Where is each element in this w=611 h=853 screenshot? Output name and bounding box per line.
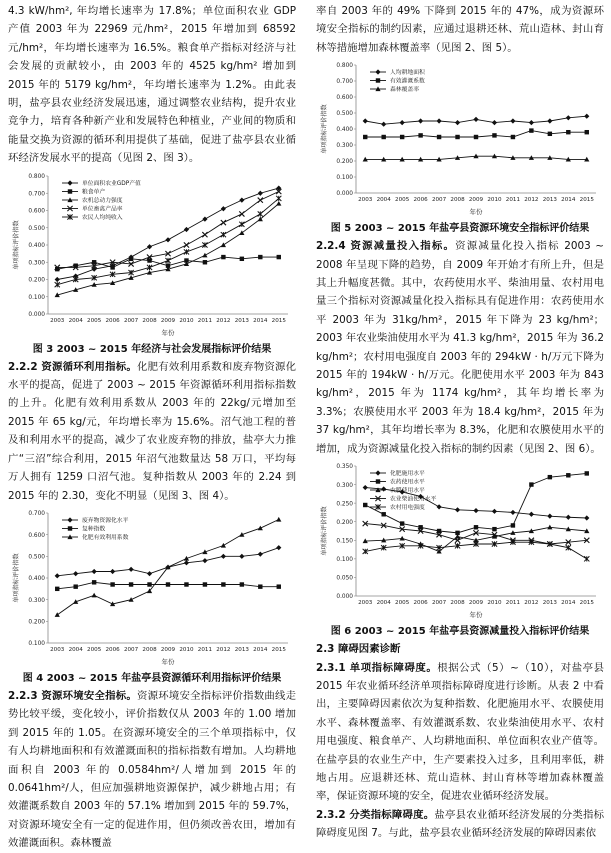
data-point — [202, 252, 207, 257]
x-tick-label: 2003 — [50, 646, 65, 653]
x-tick-label: 2004 — [376, 600, 391, 607]
y-tick-label: 0.700 — [336, 79, 353, 86]
data-point — [221, 582, 225, 586]
data-point — [584, 515, 589, 520]
left-column — [8, 0, 296, 853]
data-point — [418, 133, 422, 137]
paragraph-intro: 4.3 kW/hm², 年均增长速率为 17.8%；单位面积农业 GDP 产值 2003 年为 22969 元/hm²，2015 年增加到 68592 元/hm²，年均增长速率为 16.5%。粮食单产指标对经济与社会发展的贡献较小，由 2003 年的 4525 kg/hm² 增加到 2015 年的 5179 kg/hm²，年均增长速率为 1.2%。由此表明，盐亭县农业经济发展迅速，通过调整农业结构，提升农业竞争力，培育各种新产业和发展特色种植业，产业间的物质和能量交换为资源的循环利用提供了基础，促进了盐亭县农业循环经济发展水平的提高（见图 2、图 3）。 — [8, 5, 296, 165]
x-axis-label: 年份 — [161, 328, 175, 337]
data-point — [258, 255, 262, 259]
x-tick-label: 2015 — [579, 600, 594, 607]
data-point — [55, 277, 60, 282]
y-tick-label: 0.100 — [336, 557, 353, 564]
data-point — [276, 517, 281, 522]
data-point — [547, 119, 552, 124]
x-tick-label: 2003 — [358, 197, 373, 204]
data-point — [221, 255, 225, 259]
data-point — [492, 120, 497, 125]
figure-4-caption: 图 4 2003 ~ 2015 年盐亭县资源循环利用指标评价结果 — [22, 672, 282, 684]
y-tick-label: 0.500 — [28, 225, 45, 232]
data-point — [529, 129, 533, 133]
y-tick-label: 0.200 — [28, 619, 45, 626]
data-point — [529, 120, 534, 125]
y-tick-label: 0.200 — [28, 277, 45, 284]
x-tick-label: 2007 — [431, 197, 447, 204]
series-line — [57, 548, 279, 576]
y-tick-label: 0.200 — [336, 159, 353, 166]
legend-label: 复种指数 — [82, 526, 106, 533]
data-point — [184, 227, 189, 232]
data-point — [566, 115, 571, 120]
data-point — [511, 135, 515, 139]
x-tick-label: 2008 — [450, 600, 465, 607]
x-tick-label: 2006 — [105, 317, 120, 324]
data-point — [492, 133, 496, 137]
paragraph-2-2-4-body: 资源减量化投入指标 2003 ~ 2008 年呈现下降的趋势，自 2009 年开始才有所上升，但是其上升幅度甚微。其中，农药使用水平、柴油用量、农村用电量三个指标对资源减量化投入指标具有促进作用：农药使用水平 2003 年为 31kg/hm²，2015 年下降为 23 kg/hm²；2003 年农业柴油使用水平为 41.3 kg/hm²，2015 年为 36.2 kg/hm²；农村用电强度自 2003 年的 294kW · h/万元下降为 2015 年的 194kW · h/万元。化肥使用水平 2003 年为 843 kg/hm²，2015 年为 1174 kg/hm²，其年均增长率为 3.3%；农膜使用水平 2003 年为 18.4 kg/hm²，2015 年为 37 kg/hm²，其年均增长率为 8.3%，化肥和农膜使用水平的增加，成为资源减量化投入指标的制约因素（见图 2、图 6）。 — [316, 240, 604, 455]
legend-marker — [375, 470, 380, 475]
data-point — [92, 593, 97, 598]
x-tick-label: 2009 — [468, 197, 484, 204]
data-point — [166, 582, 170, 586]
y-tick-label: 0.000 — [28, 311, 45, 318]
x-tick-label: 2015 — [579, 197, 594, 204]
paragraph-2-3-2-body: 盐亭县农业循环经济发展的分类指标障碍度见图 7。与此，盐亭县农业循环经济发展的障碍因素依 — [316, 808, 604, 840]
x-tick-label: 2012 — [216, 646, 231, 653]
data-point — [55, 612, 60, 617]
data-point — [548, 475, 552, 479]
y-tick-label: 0.300 — [28, 597, 45, 604]
data-point — [474, 135, 478, 139]
data-point — [547, 514, 552, 519]
data-point — [165, 258, 170, 263]
y-tick-label: 0.200 — [336, 520, 353, 527]
x-axis-label: 年份 — [469, 208, 483, 217]
paragraph-2-3-1-body: 根据公式（5）~（10），对盐亭县 2015 年农业循环经济单项指标障碍度进行诊断。从表 2 中看出，主要障碍因素依次为复种指数、化肥施用水平、农膜使用水平、森林覆盖率、有效灌溉系数、农业柴油使用水平、农村用电强度、粮食单产、人均耕地面积、单位面积农业产值等。在盐亭县的农业生产中，生产要素投入过多，且利用率低，耕地占用。应退耕还林、荒山造林、封山育林等增加森林覆盖率，保证资源环境的安全，促进农业循环经济发展。 — [316, 661, 604, 803]
data-point — [363, 485, 368, 490]
data-point — [110, 569, 115, 574]
heading-2-3-2: 2.3.2 分类指标障碍度。 — [316, 808, 435, 821]
x-tick-label: 2014 — [253, 317, 268, 324]
x-tick-label: 2014 — [561, 600, 576, 607]
data-point — [418, 119, 423, 124]
data-point — [73, 584, 77, 588]
data-point — [585, 130, 589, 134]
y-tick-label: 0.500 — [336, 111, 353, 118]
y-axis-label: 单项指标评价指数 — [321, 506, 328, 556]
paragraph-2-2-3 — [8, 687, 296, 853]
data-point — [455, 120, 460, 125]
data-point — [239, 221, 244, 226]
data-point — [221, 232, 226, 237]
y-tick-label: 0.250 — [336, 501, 353, 508]
data-point — [202, 242, 207, 247]
data-point — [381, 512, 385, 516]
data-point — [240, 582, 244, 586]
x-tick-label: 2007 — [123, 317, 139, 324]
heading-2-2-4: 2.2.4 资源减量投入指标。 — [316, 240, 456, 253]
data-point — [511, 523, 515, 527]
data-point — [363, 503, 367, 507]
data-point — [400, 135, 404, 139]
y-tick-label: 0.100 — [336, 175, 353, 182]
data-point — [363, 119, 368, 124]
data-point — [55, 587, 59, 591]
data-point — [492, 509, 497, 514]
data-point — [510, 119, 515, 124]
data-point — [381, 122, 386, 127]
x-tick-label: 2010 — [179, 646, 194, 653]
legend-marker — [67, 180, 72, 185]
legend-marker — [68, 189, 72, 193]
data-point — [566, 130, 570, 134]
data-point — [529, 482, 533, 486]
x-tick-label: 2008 — [142, 317, 157, 324]
paragraph-2-3-1 — [316, 659, 604, 806]
data-point — [202, 232, 207, 237]
data-point — [529, 512, 534, 517]
y-axis-label: 单项指标评价指数 — [13, 219, 20, 270]
legend-marker — [375, 70, 380, 75]
legend-marker — [68, 526, 72, 530]
x-tick-label: 2005 — [395, 197, 410, 204]
data-point — [165, 237, 170, 242]
data-point — [147, 244, 152, 249]
data-point — [381, 135, 385, 139]
data-point — [147, 571, 152, 576]
data-point — [400, 521, 404, 525]
data-point — [184, 242, 189, 247]
figure-3-chart — [8, 170, 296, 338]
y-axis-label: 单项指标评价指数 — [13, 553, 20, 603]
data-point — [473, 117, 478, 122]
x-tick-label: 2004 — [68, 646, 83, 653]
data-point — [129, 256, 133, 260]
x-tick-label: 2010 — [487, 197, 502, 204]
data-point — [258, 190, 263, 195]
x-tick-label: 2006 — [413, 197, 428, 204]
x-tick-label: 2013 — [234, 317, 249, 324]
x-tick-label: 2012 — [524, 197, 539, 204]
y-tick-label: 0.050 — [336, 575, 353, 582]
data-point — [221, 206, 226, 211]
data-point — [239, 211, 244, 216]
x-tick-label: 2012 — [524, 600, 539, 607]
paragraph-2-2-4 — [316, 237, 604, 458]
figure-5 — [316, 59, 604, 221]
y-tick-label: 0.100 — [28, 294, 45, 301]
data-point — [110, 582, 114, 586]
data-point — [221, 543, 226, 548]
legend-marker — [376, 79, 380, 83]
data-point — [436, 119, 441, 124]
figure-6 — [316, 460, 604, 624]
x-tick-label: 2010 — [179, 317, 194, 324]
data-point — [381, 487, 386, 492]
x-tick-label: 2009 — [160, 317, 176, 324]
paragraph-2-2-2-body: 化肥有效利用系数和废弃物资源化水平的提高，促进了 2003 ~ 2015 年资源循环利用指标指数的上升。化肥有效利用系数从 2003 年的 22kg/元增加至 2015 年 65 kg/元，年均增长率为 15.6%。沼气池工程的普及和利用水平的提高，减少了农业废弃物的排放，盐亭大力推广“三沼”综合利用，2015 年沼气池数量达 58 万口，平均每万人拥有 1259 口沼气池。复种指数从 2003 年的 2.24 到 2015 年的 2.30，变化不明显（见图 3、图 4）。 — [8, 360, 297, 502]
figure-6-caption: 图 6 2003 ~ 2015 年盐亭县资源减量投入指标评价结果 — [330, 626, 590, 638]
x-tick-label: 2014 — [253, 646, 268, 653]
figure-4-chart — [8, 507, 296, 667]
x-tick-label: 2015 — [271, 646, 286, 653]
legend-label: 农业柴油使用水平 — [390, 496, 437, 503]
figure-5-chart — [316, 59, 604, 217]
data-point — [184, 560, 189, 565]
data-point — [566, 515, 571, 520]
paragraph-top-right: 率自 2003 年的 49% 下降到 2015 年的 47%，成为资源环境安全指标的制约因素，应通过退耕还林、荒山造林、封山育林等措施增加森林覆盖率（见图 2、图 5）。 — [316, 5, 604, 54]
legend-marker — [376, 479, 380, 483]
y-tick-label: 0.800 — [336, 63, 353, 70]
legend-label: 废弃物资源化水平 — [82, 518, 129, 525]
data-point — [474, 525, 478, 529]
data-point — [437, 135, 441, 139]
y-tick-label: 0.400 — [336, 127, 353, 134]
x-tick-label: 2011 — [505, 197, 521, 204]
legend-label: 农村用电强度 — [390, 505, 425, 512]
legend-label: 化肥施用水平 — [390, 471, 425, 478]
x-tick-label: 2011 — [505, 600, 521, 607]
legend-label: 化肥有效利用系数 — [82, 535, 129, 542]
x-axis-label: 年份 — [161, 657, 175, 666]
y-tick-label: 0.300 — [336, 143, 353, 150]
data-point — [276, 545, 281, 550]
y-tick-label: 0.800 — [28, 173, 45, 180]
data-point — [436, 504, 441, 509]
legend-label: 单位面积农业GDP产值 — [82, 180, 141, 187]
y-tick-label: 0.600 — [336, 95, 353, 102]
legend-label: 森林覆盖率 — [390, 87, 419, 94]
y-tick-label: 0.400 — [28, 576, 45, 583]
data-point — [258, 197, 263, 202]
right-column — [316, 0, 604, 843]
y-tick-label: 0.000 — [336, 594, 353, 601]
x-tick-label: 2003 — [50, 317, 65, 324]
data-point — [184, 249, 189, 254]
data-point — [203, 582, 207, 586]
legend-label: 人均耕地面积 — [390, 70, 425, 77]
data-point — [92, 580, 96, 584]
figure-6-chart — [316, 460, 604, 620]
x-axis-label: 年份 — [469, 611, 483, 620]
data-point — [276, 201, 281, 206]
legend-label: 农膜使用水平 — [390, 488, 425, 495]
x-tick-label: 2009 — [160, 646, 176, 653]
y-tick-label: 0.350 — [336, 464, 353, 471]
x-tick-label: 2003 — [358, 600, 373, 607]
x-tick-label: 2011 — [197, 646, 213, 653]
y-tick-label: 0.700 — [28, 511, 45, 518]
data-point — [221, 220, 226, 225]
x-tick-label: 2008 — [142, 646, 157, 653]
legend-label: 农民人均纯收入 — [82, 214, 123, 221]
data-point — [584, 556, 589, 561]
legend-label: 农药使用水平 — [390, 479, 425, 486]
data-point — [221, 242, 226, 247]
x-tick-label: 2007 — [123, 646, 139, 653]
data-point — [55, 282, 60, 287]
data-point — [566, 473, 570, 477]
data-point — [203, 260, 207, 264]
x-tick-label: 2004 — [68, 317, 83, 324]
heading-2-3: 2.3 障碍因素诊断 — [316, 643, 401, 656]
legend-label: 农机总动力强度 — [82, 197, 123, 204]
data-point — [239, 554, 244, 559]
data-point — [55, 573, 60, 578]
x-tick-label: 2013 — [234, 646, 249, 653]
data-point — [92, 569, 97, 574]
legend-label: 有效灌溉系数 — [390, 78, 425, 85]
paragraph-2-3-2 — [316, 806, 604, 843]
data-point — [510, 510, 515, 515]
data-point — [455, 135, 459, 139]
y-tick-label: 0.700 — [28, 191, 45, 198]
data-point — [585, 471, 589, 475]
x-tick-label: 2010 — [487, 600, 502, 607]
x-tick-label: 2005 — [87, 646, 102, 653]
x-tick-label: 2013 — [542, 600, 557, 607]
y-tick-label: 0.600 — [28, 208, 45, 215]
data-point — [202, 558, 207, 563]
legend-marker — [67, 517, 72, 522]
data-point — [258, 211, 263, 216]
data-point — [147, 582, 151, 586]
data-point — [128, 597, 133, 602]
data-point — [258, 525, 263, 530]
data-point — [277, 584, 281, 588]
legend-label: 单位畜禽产品率 — [82, 206, 123, 213]
y-tick-label: 0.600 — [28, 532, 45, 539]
x-tick-label: 2012 — [216, 317, 231, 324]
figure-3-caption: 图 3 2003 ~ 2015 年经济与社会发展指标评价结果 — [32, 343, 272, 355]
y-tick-label: 0.300 — [336, 482, 353, 489]
data-point — [73, 571, 78, 576]
legend-label: 粮食单产 — [82, 189, 106, 196]
y-tick-label: 0.500 — [28, 554, 45, 561]
figure-3 — [8, 170, 296, 342]
data-point — [239, 197, 244, 202]
data-point — [110, 265, 114, 269]
data-point — [363, 135, 367, 139]
y-axis-label: 单项指标评价指数 — [321, 104, 328, 154]
x-tick-label: 2011 — [197, 317, 213, 324]
x-tick-label: 2007 — [431, 600, 447, 607]
data-point — [492, 527, 496, 531]
y-tick-label: 0.100 — [28, 641, 45, 648]
data-point — [258, 551, 263, 556]
data-point — [147, 264, 152, 269]
data-point — [258, 584, 262, 588]
data-point — [221, 554, 226, 559]
data-point — [400, 120, 405, 125]
data-point — [276, 195, 281, 200]
data-point — [584, 114, 589, 119]
x-tick-label: 2004 — [376, 197, 391, 204]
x-tick-label: 2009 — [468, 600, 484, 607]
data-point — [129, 582, 133, 586]
data-point — [184, 582, 188, 586]
paragraph-2-2-3-body: 资源环境安全指标评价指数曲线走势比较平缓，变化较小，评价指数仅从 2003 年的 1.00 增加到 2015 年的 1.05。在资源环境安全的三个单项指标中，仅有人均耕地面积和有效灌溉面积的指标指数有增加。人均耕地面积自 2003 年的 0.0584hm²/人增加到 2015 年的 0.0641hm²/人，但应加强耕地资源保护，减少耕地占用；有效灌溉系数自 2003 年的 57.1% 增加到 2015 年的 59.7%，对资源环境安全有一定的促进作用，但仍须改善农田，增加有效灌溉面积。森林覆盖 — [8, 689, 297, 850]
data-point — [455, 507, 460, 512]
x-tick-label: 2008 — [450, 197, 465, 204]
y-tick-label: 0.150 — [336, 538, 353, 545]
data-point — [128, 567, 133, 572]
figure-5-caption: 图 5 2003 ~ 2015 年盐亭县资源环境安全指标评价结果 — [330, 223, 590, 235]
x-tick-label: 2013 — [542, 197, 557, 204]
data-point — [202, 216, 207, 221]
data-point — [240, 256, 244, 260]
heading-2-2-2: 2.2.2 资源循环利用指标。 — [8, 360, 137, 373]
x-tick-label: 2015 — [271, 317, 286, 324]
y-tick-label: 0.400 — [28, 242, 45, 249]
figure-4 — [8, 507, 296, 671]
x-tick-label: 2006 — [105, 646, 120, 653]
data-point — [548, 132, 552, 136]
heading-2-2-3: 2.2.3 资源环境安全指标。 — [8, 689, 137, 702]
data-point — [277, 255, 281, 259]
data-point — [473, 508, 478, 513]
heading-2-3-1: 2.3.1 单项指标障碍度。 — [316, 661, 438, 674]
x-tick-label: 2005 — [87, 317, 102, 324]
x-tick-label: 2005 — [395, 600, 410, 607]
y-tick-label: 0.000 — [336, 191, 353, 198]
y-tick-label: 0.300 — [28, 260, 45, 267]
x-tick-label: 2014 — [561, 197, 576, 204]
paragraph-2-2-2 — [8, 358, 296, 505]
x-tick-label: 2006 — [413, 600, 428, 607]
